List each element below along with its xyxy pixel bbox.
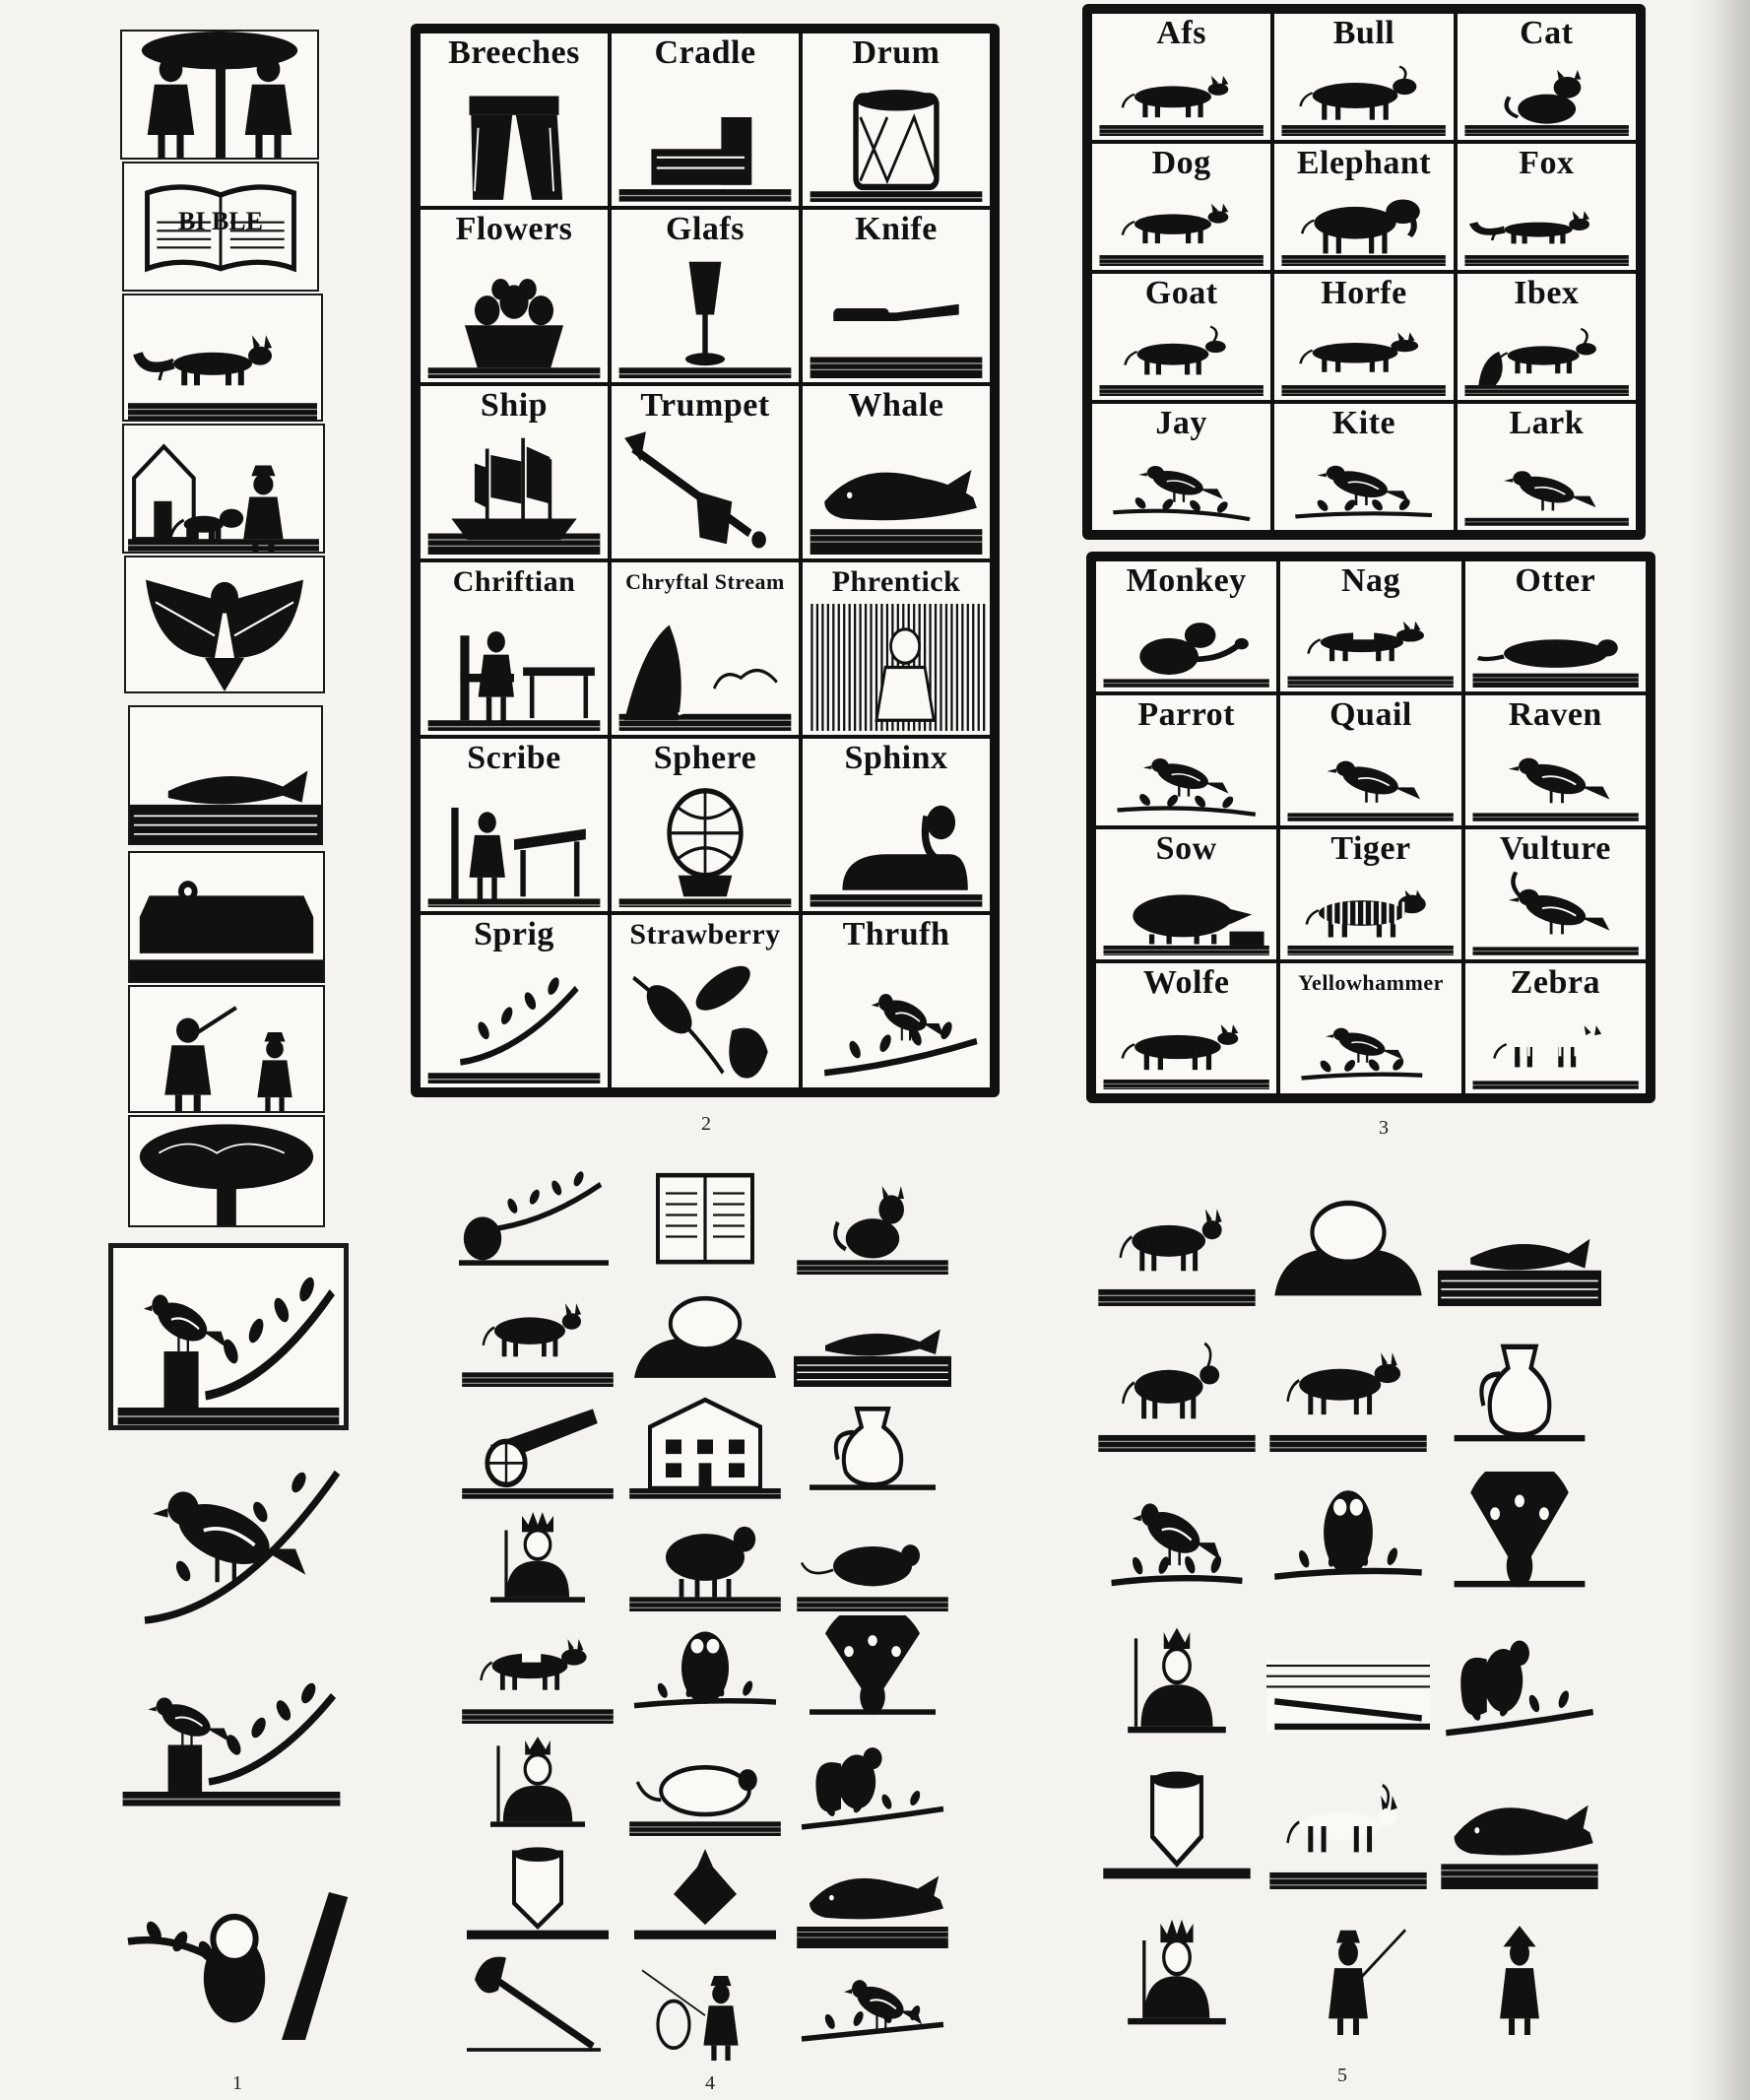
top-icon: [459, 1840, 616, 1948]
jay-icon: [1096, 445, 1266, 526]
goat-icon: [1095, 1326, 1259, 1452]
thrush-icon: [807, 956, 986, 1083]
rod-icon: [1266, 1617, 1430, 1743]
cell-label: Glafs: [666, 211, 745, 247]
cell-label: Kite: [1331, 405, 1396, 441]
woodcut-cell-sow: [1096, 829, 1276, 959]
cell-label: Afs: [1156, 15, 1206, 51]
woodcut-cell-chryftal-stream: [612, 562, 799, 735]
donkey-icon: [1096, 55, 1266, 136]
cell-label: Knife: [855, 211, 938, 247]
cell-label: Nag: [1340, 562, 1401, 599]
woodcut-cell-scribe: [421, 739, 608, 911]
queen-icon: [459, 1728, 616, 1836]
flower-basket-icon: [424, 251, 604, 378]
cell-label: Fox: [1519, 145, 1575, 181]
woodcut-cell-bull: [1274, 14, 1453, 140]
cell-label: Sprig: [474, 916, 554, 952]
egg-nest-icon: [1266, 1180, 1430, 1306]
coffin-icon: [128, 851, 325, 983]
owl-branch-icon: [116, 1868, 353, 2065]
cell-label: Chriftian: [452, 565, 576, 598]
kite-bird-icon: [1095, 1472, 1259, 1598]
skeleton-icon: [128, 985, 325, 1113]
whale-icon: [1438, 1763, 1601, 1889]
figure-number-1: 1: [232, 2072, 242, 2094]
cell-label: Yellowhammer: [1298, 970, 1444, 995]
boy-hoop-icon: [626, 1952, 784, 2061]
sphinx-icon: [807, 780, 986, 907]
figure-3-animals-panel-b: [1086, 552, 1655, 1103]
crow-branch-icon: [122, 1448, 349, 1645]
tree-icon: [128, 1115, 325, 1227]
sow-icon: [1100, 871, 1272, 955]
cell-label: Ship: [480, 387, 549, 424]
fox-icon: [122, 294, 323, 422]
cell-label: Jay: [1155, 405, 1207, 441]
owl-icon: [626, 1615, 784, 1724]
cell-label: Thrufh: [842, 916, 950, 952]
cell-label: Zebra: [1510, 964, 1600, 1001]
cell-label: Bull: [1332, 15, 1395, 51]
breeches-icon: [424, 75, 604, 202]
woodcut-cell-cradle: [612, 33, 799, 206]
house-scene-icon: [122, 424, 325, 554]
kite-bird-icon: [1278, 445, 1449, 526]
woodcut-cell-flowers: [421, 210, 608, 382]
cell-label: Tiger: [1330, 830, 1411, 867]
lark-icon: [1461, 445, 1632, 526]
peacock-icon: [794, 1615, 951, 1724]
tiger-icon: [1284, 871, 1457, 955]
raven-icon: [1469, 737, 1642, 821]
woodcut-cell-breeches: [421, 33, 608, 206]
woodcut-cell-drum: [803, 33, 990, 206]
figure-number-3: 3: [1379, 1117, 1389, 1139]
woodcut-cell-monkey: [1096, 561, 1276, 691]
woodcut-cell-glafs: [612, 210, 799, 382]
woodcut-cell-kite: [1274, 404, 1453, 530]
cell-label: Chryftal Stream: [625, 569, 785, 594]
parrot-icon: [1100, 737, 1272, 821]
jug-icon: [794, 1391, 951, 1499]
ship-icon: [424, 427, 604, 555]
dog-icon: [459, 1279, 616, 1387]
cell-label: Flowers: [455, 211, 573, 247]
bible-icon: [122, 162, 319, 292]
woodcut-cell-goat: [1092, 274, 1270, 400]
bird-branch-icon: [118, 1659, 345, 1856]
fish-icon: [128, 705, 323, 845]
apple-sprig-icon: [459, 1166, 616, 1275]
house-icon: [626, 1391, 784, 1499]
woodcut-cell-thrufh: [803, 915, 990, 1087]
cell-label: Otter: [1515, 562, 1596, 599]
woodcut-cell-vulture: [1465, 829, 1646, 959]
cell-label: Cat: [1520, 15, 1574, 51]
woodcut-cell-whale: [803, 386, 990, 558]
bird-icon: [794, 1952, 951, 2061]
nag-horse-icon: [459, 1615, 616, 1724]
egg-nest-icon: [626, 1279, 784, 1387]
cell-label: Sphinx: [844, 740, 948, 776]
cell-label: Dog: [1151, 145, 1211, 181]
woodcut-cell-parrot: [1096, 695, 1276, 825]
woodcut-cell-otter: [1465, 561, 1646, 691]
yellowhammer-icon: [1284, 1005, 1457, 1089]
woodcut-cell-elephant: [1274, 144, 1453, 270]
cell-label: Lark: [1509, 405, 1585, 441]
woodcut-cell-wolfe: [1096, 963, 1276, 1093]
woodcut-cell-sphere: [612, 739, 799, 911]
squirrel-icon: [1438, 1617, 1601, 1743]
adam-eve-icon: [120, 30, 319, 160]
cell-label: Monkey: [1126, 562, 1247, 599]
woodcut-cell-trumpet: [612, 386, 799, 558]
bull-icon: [1278, 55, 1449, 136]
bible-title-text: BI BLE: [178, 207, 263, 235]
woodcut-cell-yellowhammer: [1280, 963, 1460, 1093]
woodcut-cell-nag: [1280, 561, 1460, 691]
whale-icon: [794, 1840, 951, 1948]
cell-label: Sphere: [653, 740, 757, 776]
woodcut-cell-strawberry: [612, 915, 799, 1087]
bird-branch-icon: [108, 1243, 349, 1430]
woodcut-cell-quail: [1280, 695, 1460, 825]
jug-icon: [1438, 1326, 1601, 1452]
quail-icon: [1284, 737, 1457, 821]
eagle-icon: [124, 556, 325, 693]
wolf-icon: [1100, 1005, 1272, 1089]
lamb-icon: [626, 1503, 784, 1611]
figure-number-5: 5: [1337, 2065, 1347, 2086]
knife-icon: [807, 251, 986, 378]
fox-icon: [1461, 185, 1632, 266]
rat-icon: [626, 1728, 784, 1836]
cell-label: Strawberry: [629, 918, 781, 951]
trumpet-icon: [616, 427, 795, 555]
dog-icon: [1095, 1180, 1259, 1306]
dog-icon: [1096, 185, 1266, 266]
scribe-icon: [424, 780, 604, 907]
woodcut-cell-ship: [421, 386, 608, 558]
woodcut-cell-chriftian: [421, 562, 608, 735]
cell-label: Drum: [852, 34, 940, 71]
boy-icon: [1266, 1909, 1430, 2035]
mouse-icon: [794, 1503, 951, 1611]
seated-man-icon: [424, 604, 604, 731]
fish-icon: [1438, 1180, 1601, 1306]
woodcut-cell-fox: [1458, 144, 1636, 270]
woodcut-cell-horfe: [1274, 274, 1453, 400]
top-icon: [1095, 1763, 1259, 1889]
otter-icon: [1469, 603, 1642, 688]
vulture-icon: [1469, 871, 1642, 955]
cradle-icon: [616, 75, 795, 202]
woodcut-cell-afs: [1092, 14, 1270, 140]
squirrel-icon: [794, 1728, 951, 1836]
king-icon: [459, 1503, 616, 1611]
woodcut-cell-ibex: [1458, 274, 1636, 400]
cell-label: Goat: [1144, 275, 1218, 311]
sprig-icon: [424, 956, 604, 1083]
book-gutter-shadow: [1691, 0, 1750, 2100]
zebra-icon: [1469, 1005, 1642, 1089]
woodcut-cell-phrentick: [803, 562, 990, 735]
woodcut-cell-sphinx: [803, 739, 990, 911]
cell-label: Scribe: [467, 740, 561, 776]
cat-icon: [1461, 55, 1632, 136]
unicorn-icon: [1266, 1763, 1430, 1889]
woodcut-cell-cat: [1458, 14, 1636, 140]
cell-label: Ibex: [1514, 275, 1580, 311]
cell-label: Wolfe: [1142, 964, 1230, 1001]
cell-label: Vulture: [1499, 830, 1611, 867]
globe-icon: [616, 780, 795, 907]
strawberry-icon: [616, 956, 795, 1083]
owl-icon: [1266, 1472, 1430, 1598]
fish-icon: [794, 1279, 951, 1387]
cell-label: Phrentick: [831, 565, 961, 598]
cell-label: Cradle: [654, 34, 756, 71]
cell-label: Elephant: [1296, 145, 1432, 181]
phrentick-icon: [807, 604, 986, 731]
cell-label: Breeches: [448, 34, 580, 71]
cell-label: Sow: [1155, 830, 1217, 867]
figure-3-animals-panel-a: [1082, 4, 1646, 540]
book-icon: [626, 1166, 784, 1275]
spinning-top-icon: [626, 1840, 784, 1948]
peacock-icon: [1438, 1472, 1601, 1598]
woodcut-cell-lark: [1458, 404, 1636, 530]
axe-icon: [459, 1952, 616, 2061]
goat-icon: [1096, 315, 1266, 396]
woodcut-cell-jay: [1092, 404, 1270, 530]
horse-icon: [1266, 1326, 1430, 1452]
elephant-icon: [1278, 185, 1449, 266]
figure-number-4: 4: [705, 2072, 715, 2094]
cell-label: Parrot: [1137, 696, 1235, 733]
goblet-icon: [616, 251, 795, 378]
ibex-icon: [1461, 315, 1632, 396]
cannon-icon: [459, 1391, 616, 1499]
cat-icon: [794, 1166, 951, 1275]
woodcut-cell-knife: [803, 210, 990, 382]
nag-horse-icon: [1284, 603, 1457, 688]
monkey-icon: [1100, 603, 1272, 688]
horse-icon: [1278, 315, 1449, 396]
woodcut-cell-sprig: [421, 915, 608, 1087]
jester-icon: [1438, 1909, 1601, 2035]
woodcut-cell-tiger: [1280, 829, 1460, 959]
stream-icon: [616, 604, 795, 731]
figure-number-2: 2: [701, 1113, 711, 1135]
woodcut-cell-zebra: [1465, 963, 1646, 1093]
cell-label: Horfe: [1321, 275, 1407, 311]
figure-2-alphabet-panel: [411, 24, 1000, 1097]
cell-label: Trumpet: [640, 387, 770, 424]
king-icon: [1095, 1909, 1259, 2035]
cell-label: Whale: [848, 387, 944, 424]
queen-icon: [1095, 1617, 1259, 1743]
cell-label: Raven: [1508, 696, 1602, 733]
woodcut-cell-dog: [1092, 144, 1270, 270]
whale-icon: [807, 427, 986, 555]
drum-icon: [807, 75, 986, 202]
woodcut-cell-raven: [1465, 695, 1646, 825]
cell-label: Quail: [1329, 696, 1412, 733]
